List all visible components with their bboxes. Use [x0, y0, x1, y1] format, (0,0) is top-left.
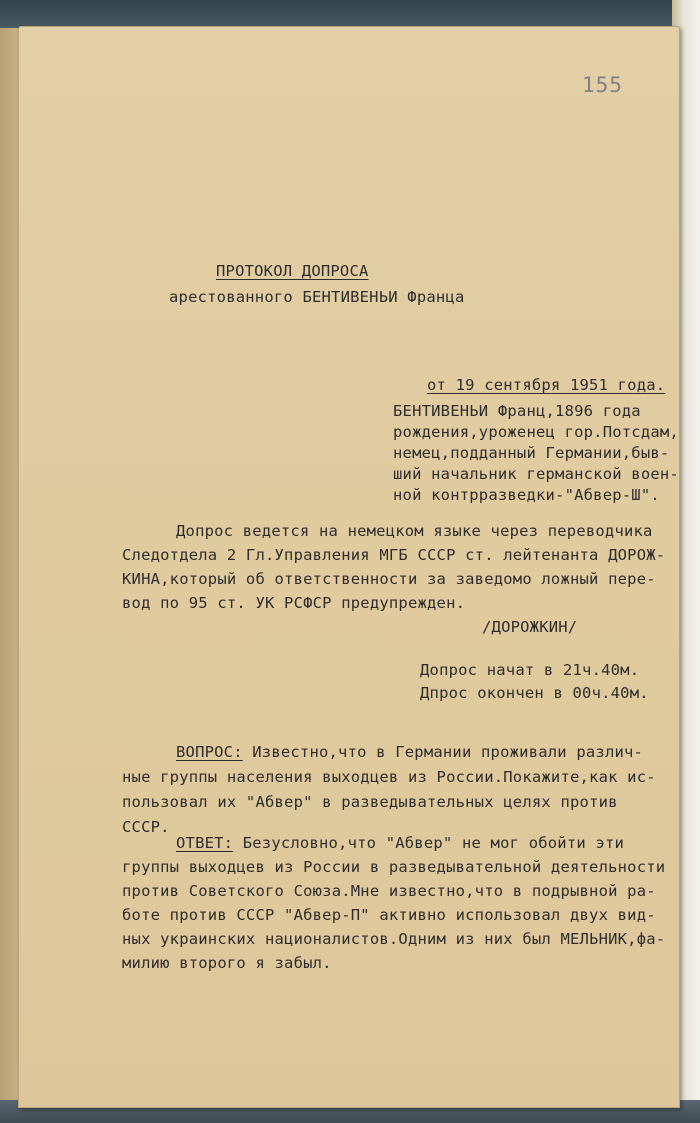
subject-line: ший начальник германской воен- [393, 465, 679, 483]
page-number: 155 [582, 73, 623, 97]
subject-line: рождения,уроженец гор.Потсдам, [393, 423, 679, 441]
subject-line: ной контрразведки-"Абвер-Ш". [393, 486, 660, 504]
answer-first-line [176, 834, 624, 852]
paragraph-line: КИНА,который об ответственности за заведомо ложный пере- [122, 570, 656, 588]
question-first-line [176, 743, 643, 761]
paragraph-line: ные группы населения выходцев из России.Покажите,как ис- [122, 768, 656, 786]
interpreter-signature: /ДОРОЖКИН/ [482, 618, 578, 636]
start-time: Допрос начат в 21ч.40м. [420, 661, 640, 679]
paragraph-line: Допрос ведется на немецком языке через переводчика [176, 522, 653, 540]
subject-line: БЕНТИВЕНЬИ Франц,1896 года [393, 402, 641, 420]
paragraph-line: милию второго я забыл. [122, 954, 332, 972]
answer-label: ОТВЕТ: [176, 834, 234, 852]
document-title: ПРОТОКОЛ ДОПРОСА [216, 262, 369, 280]
paragraph-line: против Советского Союза.Мне известно,что в подрывной ра- [122, 882, 656, 900]
paragraph-line: ных украинских националистов.Одним из них был МЕЛЬНИК,фа- [122, 930, 666, 948]
paragraph-line: СССР. [122, 818, 170, 836]
paragraph-line: Следотдела 2 Гл.Управления МГБ СССР ст. лейтенанта ДОРОЖ- [122, 546, 666, 564]
paragraph-line: боте против СССР "Абвер-П" активно использовал двух вид- [122, 906, 656, 924]
paragraph-line: группы выходцев из России в разведывательной деятельности [122, 858, 666, 876]
question-text: Известно,что в Германии проживали различ- [242, 743, 644, 761]
end-time: Дпрос окончен в 00ч.40м. [420, 684, 649, 702]
paragraph-line: вод по 95 ст. УК РСФСР предупрежден. [122, 594, 466, 612]
subject-line: немец,подданный Германии,быв- [393, 444, 670, 462]
document-subtitle: арестованного БЕНТИВЕНЬИ Франца [169, 288, 465, 306]
answer-text: Безусловно,что "Абвер" не мог обойти эти [233, 834, 625, 852]
paragraph-line: пользовал их "Абвер" в разведывательных целях против [122, 793, 618, 811]
question-label: ВОПРОС: [176, 743, 243, 761]
document-date: от 19 сентября 1951 года. [427, 376, 666, 394]
